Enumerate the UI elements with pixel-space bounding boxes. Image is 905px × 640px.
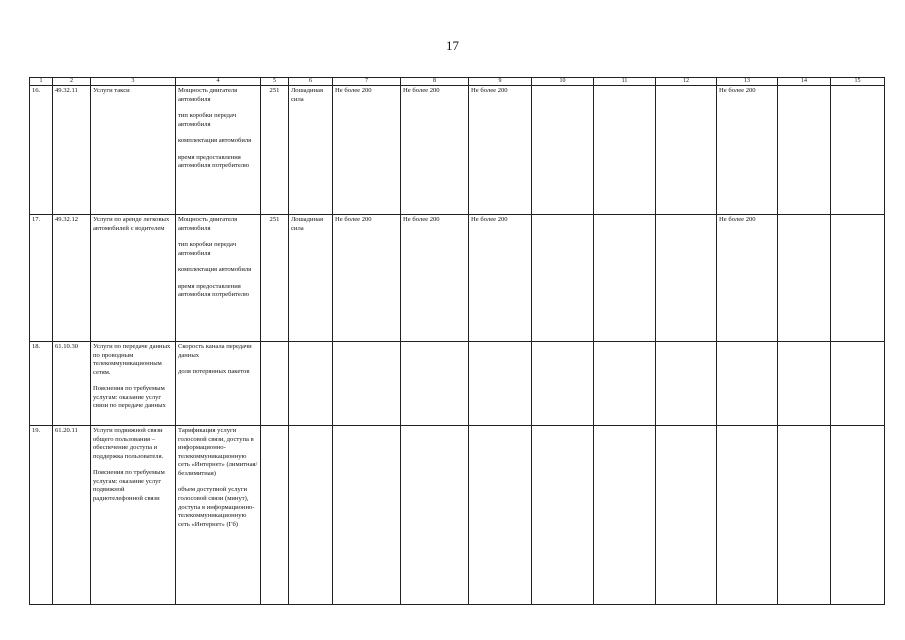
value-cell: Не более 200 bbox=[401, 215, 469, 342]
value-cell bbox=[333, 342, 401, 426]
row-number: 17. bbox=[30, 215, 53, 342]
unit-name: Лошадиная сила bbox=[289, 86, 333, 215]
empty-cell bbox=[656, 426, 717, 605]
characteristic-text: Мощность двигателя автомобиля bbox=[178, 216, 238, 232]
row-number: 19. bbox=[30, 426, 53, 605]
value-cell: Не более 200 bbox=[469, 215, 532, 342]
column-header: 9 bbox=[469, 78, 532, 86]
characteristic-text: Тарификация услуги голосовой связи, доступа в информационно-телекоммуникационную сеть «Интернет» (лимитная/безлимитная) bbox=[178, 427, 258, 477]
empty-cell bbox=[656, 86, 717, 215]
characteristic-text: Мощность двигателя автомобиля bbox=[178, 87, 238, 103]
service-name bbox=[91, 215, 176, 342]
value-cell bbox=[401, 426, 469, 605]
empty-cell bbox=[778, 426, 831, 605]
empty-cell bbox=[532, 86, 594, 215]
value-cell bbox=[717, 342, 778, 426]
column-header: 6 bbox=[289, 78, 333, 86]
value-cell bbox=[469, 426, 532, 605]
column-header: 13 bbox=[717, 78, 778, 86]
empty-cell bbox=[831, 342, 885, 426]
value-cell bbox=[333, 426, 401, 605]
characteristic-text: время предоставления автомобиля потребителю bbox=[178, 153, 249, 170]
characteristic-text: тип коробки передач автомобиля bbox=[178, 112, 237, 128]
empty-cell bbox=[778, 342, 831, 426]
unit-name bbox=[289, 342, 333, 426]
value-cell bbox=[401, 342, 469, 426]
column-header: 2 bbox=[53, 78, 91, 86]
column-header: 10 bbox=[532, 78, 594, 86]
row-number: 16. bbox=[30, 86, 53, 215]
empty-cell bbox=[594, 215, 656, 342]
service-name bbox=[91, 86, 176, 215]
requirements-table bbox=[29, 77, 885, 605]
column-header: 1 bbox=[30, 78, 53, 86]
column-header: 11 bbox=[594, 78, 656, 86]
empty-cell bbox=[831, 215, 885, 342]
empty-cell bbox=[656, 215, 717, 342]
empty-cell bbox=[778, 86, 831, 215]
service-text: Услуги по передаче данных по проводным телекоммуникационным сетям. bbox=[93, 343, 171, 376]
empty-cell bbox=[532, 426, 594, 605]
okei-code: 251 bbox=[261, 215, 289, 342]
value-cell: Не более 200 bbox=[401, 86, 469, 215]
okei-code: 251 bbox=[261, 86, 289, 215]
service-text: Пояснения по требуемым услугам: оказание услуг подвижной радиотелефонной связи bbox=[93, 469, 165, 502]
okpd-code: 61.20.11 bbox=[53, 426, 91, 605]
table-row bbox=[30, 86, 885, 215]
unit-name bbox=[289, 426, 333, 605]
value-cell bbox=[717, 426, 778, 605]
table-row bbox=[30, 342, 885, 426]
column-header: 5 bbox=[261, 78, 289, 86]
value-cell: Не более 200 bbox=[717, 215, 778, 342]
characteristics bbox=[176, 86, 261, 215]
unit-name: Лошадиная сила bbox=[289, 215, 333, 342]
column-number-row bbox=[30, 78, 885, 86]
okei-code bbox=[261, 342, 289, 426]
column-header: 7 bbox=[333, 78, 401, 86]
okei-code bbox=[261, 426, 289, 605]
empty-cell bbox=[532, 342, 594, 426]
column-header: 4 bbox=[176, 78, 261, 86]
empty-cell bbox=[594, 426, 656, 605]
characteristic-text: время предоставления автомобиля потребителю bbox=[178, 282, 249, 299]
service-text: Услуги такси bbox=[93, 87, 130, 94]
empty-cell bbox=[532, 215, 594, 342]
empty-cell bbox=[594, 342, 656, 426]
column-header: 3 bbox=[91, 78, 176, 86]
okpd-code: 49.32.11 bbox=[53, 86, 91, 215]
empty-cell bbox=[778, 215, 831, 342]
column-header: 8 bbox=[401, 78, 469, 86]
characteristic-text: Скорость канала передачи данных bbox=[178, 343, 252, 359]
column-header: 12 bbox=[656, 78, 717, 86]
column-header: 14 bbox=[778, 78, 831, 86]
value-cell: Не более 200 bbox=[469, 86, 532, 215]
value-cell: Не более 200 bbox=[717, 86, 778, 215]
empty-cell bbox=[831, 426, 885, 605]
characteristic-text: тип коробки передач автомобиля bbox=[178, 241, 237, 257]
empty-cell bbox=[831, 86, 885, 215]
characteristics bbox=[176, 426, 261, 605]
page-number: 17 bbox=[446, 38, 459, 53]
table-row bbox=[30, 426, 885, 605]
service-name bbox=[91, 426, 176, 605]
table-row bbox=[30, 215, 885, 342]
characteristic-text: доля потерянных пакетов bbox=[178, 368, 250, 376]
service-text: Услуги подвижной связи общего пользования – обеспечение доступа и поддержка пользователя. bbox=[93, 427, 164, 460]
characteristics bbox=[176, 342, 261, 426]
characteristics bbox=[176, 215, 261, 342]
value-cell: Не более 200 bbox=[333, 86, 401, 215]
characteristic-text: объем доступной услуги голосовой связи (минут), доступа в информационно-телекоммуникационную сеть «Интернет» (Гб) bbox=[178, 486, 255, 528]
characteristic-text: комплектация автомобиля bbox=[178, 137, 252, 145]
characteristic-text: комплектация автомобиля bbox=[178, 266, 252, 274]
service-name bbox=[91, 342, 176, 426]
okpd-code: 49.32.12 bbox=[53, 215, 91, 342]
service-text: Пояснения по требуемым услугам: оказание услуг связи по передаче данных bbox=[93, 385, 166, 410]
column-header: 15 bbox=[831, 78, 885, 86]
empty-cell bbox=[656, 342, 717, 426]
okpd-code: 61.10.30 bbox=[53, 342, 91, 426]
service-text: Услуги по аренде легковых автомобилей с водителем bbox=[93, 216, 170, 232]
empty-cell bbox=[594, 86, 656, 215]
value-cell: Не более 200 bbox=[333, 215, 401, 342]
row-number: 18. bbox=[30, 342, 53, 426]
value-cell bbox=[469, 342, 532, 426]
